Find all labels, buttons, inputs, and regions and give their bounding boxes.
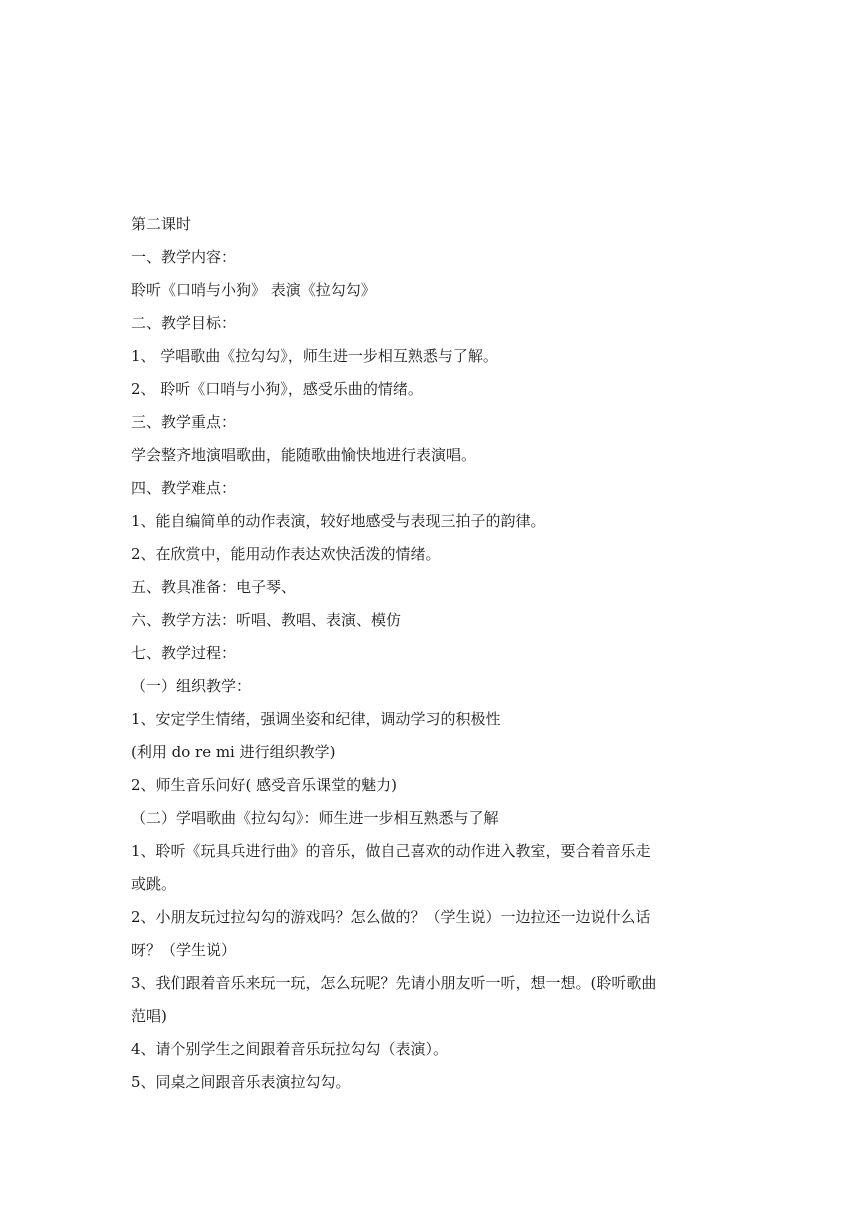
document-page bbox=[131, 208, 741, 1099]
lesson-title: 第二课时 bbox=[131, 215, 192, 233]
song-step-2: 2、小朋友玩过拉勾勾的游戏吗？怎么做的？（学生说）一边拉还一边说什么话 bbox=[131, 908, 651, 926]
section-heading-methods: 六、教学方法：听唱、教唱、表演、模仿 bbox=[131, 611, 402, 629]
section-heading-materials: 五、教具准备：电子琴、 bbox=[131, 578, 297, 596]
key-points-text: 学会整齐地演唱歌曲，能随歌曲愉快地进行表演唱。 bbox=[131, 446, 477, 464]
section-heading-goals: 二、教学目标： bbox=[131, 314, 237, 332]
song-step-2-cont: 呀？（学生说） bbox=[131, 941, 237, 959]
subsection-organize: （一）组织教学： bbox=[131, 677, 252, 695]
song-step-3-cont: 范唱) bbox=[131, 1007, 167, 1025]
song-step-4: 4、请个别学生之间跟着音乐玩拉勾勾（表演）。 bbox=[131, 1040, 449, 1058]
section-heading-key-points: 三、教学重点： bbox=[131, 413, 237, 431]
song-step-1: 1、聆听《玩具兵进行曲》的音乐，做自己喜欢的动作进入教室，要合着音乐走 bbox=[131, 842, 651, 860]
goal-item-2: 2、 聆听《口哨与小狗》，感受乐曲的情绪。 bbox=[131, 380, 423, 398]
process-item-1-note: (利用 do re mi 进行组织教学) bbox=[131, 743, 336, 761]
section-heading-difficulties: 四、教学难点： bbox=[131, 479, 237, 497]
content-text: 聆听《口哨与小狗》 表演《拉勾勾》 bbox=[131, 281, 376, 299]
difficulty-item-1: 1、能自编简单的动作表演，较好地感受与表现三拍子的韵律。 bbox=[131, 512, 546, 530]
section-heading-content: 一、教学内容： bbox=[131, 248, 237, 266]
process-item-1: 1、安定学生情绪，强调坐姿和纪律，调动学习的积极性 bbox=[131, 710, 501, 728]
goal-item-1: 1、 学唱歌曲《拉勾勾》，师生进一步相互熟悉与了解。 bbox=[131, 347, 498, 365]
song-step-1-cont: 或跳。 bbox=[131, 875, 177, 893]
subsection-learn-song: （二）学唱歌曲《拉勾勾》：师生进一步相互熟悉与了解 bbox=[131, 809, 499, 827]
difficulty-item-2: 2、在欣赏中，能用动作表达欢快活泼的情绪。 bbox=[131, 545, 441, 563]
song-step-3: 3、我们跟着音乐来玩一玩，怎么玩呢？先请小朋友听一听，想一想。(聆听歌曲 bbox=[131, 974, 657, 992]
song-step-5: 5、同桌之间跟音乐表演拉勾勾。 bbox=[131, 1073, 351, 1091]
process-item-2: 2、师生音乐问好( 感受音乐课堂的魅力) bbox=[131, 776, 398, 794]
section-heading-process: 七、教学过程： bbox=[131, 644, 237, 662]
